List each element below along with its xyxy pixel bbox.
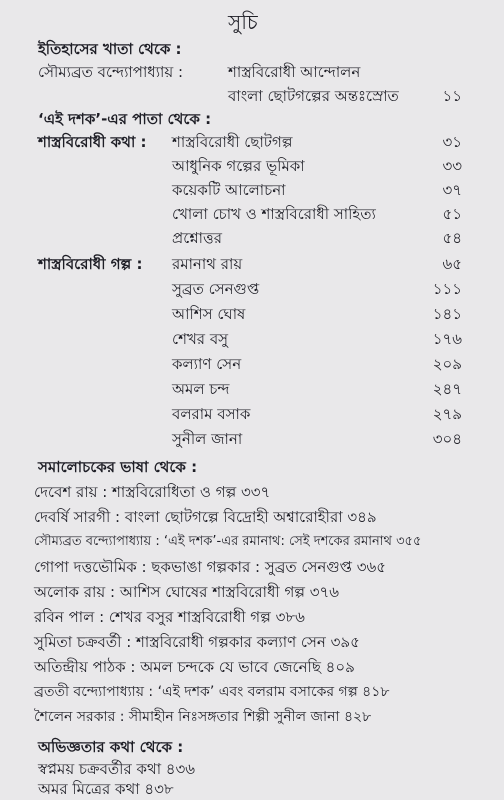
golpo-item: সুনীল জানা bbox=[172, 430, 243, 448]
itihas-line1: শাস্ত্রবিরোধী আন্দোলন bbox=[228, 63, 361, 81]
itihas-page: ১১ bbox=[442, 87, 462, 105]
golpo-item: রমানাথ রায় bbox=[172, 255, 243, 273]
critic-item: সৌম্যব্রত বন্দ্যোপাধ্যায় : ‘এই দশক’-এর রমানাথ: সেই দশকের রমানাথ ৩৫৫ bbox=[34, 534, 422, 549]
golpo-page: ৬৫ bbox=[442, 255, 462, 273]
golpo-page: ১৪১ bbox=[432, 305, 462, 323]
katha-page: ৩১ bbox=[442, 133, 462, 151]
golpo-label: শাস্ত্রবিরোধী গল্প : bbox=[38, 255, 143, 273]
katha-page: ৫১ bbox=[442, 205, 462, 223]
katha-item: শাস্ত্রবিরোধী ছোটগল্প bbox=[172, 133, 293, 151]
critic-item: দেবর্ষি সারগী : বাংলা ছোটগল্পে বিদ্রোহী অশ্বারোহীরা ৩৪৯ bbox=[34, 508, 377, 526]
golpo-page: ২০৯ bbox=[432, 355, 462, 373]
section-heading-abhignata: অভিজ্ঞতার কথা থেকে : bbox=[38, 738, 184, 756]
critic-item: সুমিতা চক্রবর্তী : শাস্ত্রবিরোধী গল্পকার কল্যাণ সেন ৩৯৫ bbox=[34, 633, 360, 651]
golpo-item: শেখর বসু bbox=[172, 330, 229, 348]
critic-item: রবিন পাল : শেখর বসুর শাস্ত্রবিরোধী গল্প ৩৮৬ bbox=[34, 608, 305, 626]
golpo-item: বলরাম বসাক bbox=[172, 405, 251, 423]
critic-item: শৈলেন সরকার : সীমাহীন নিঃসঙ্গতার শিল্পী সুনীল জানা ৪২৮ bbox=[34, 709, 372, 725]
critic-item: দেবেশ রায় : শাস্ত্রবিরোধিতা ও গল্প ৩৩৭ bbox=[34, 483, 271, 501]
katha-item: কয়েকটি আলোচনা bbox=[172, 181, 286, 199]
katha-label: শাস্ত্রবিরোধী কথা : bbox=[38, 133, 147, 151]
katha-page: ৫৪ bbox=[442, 229, 462, 247]
critic-item: অতিন্দ্রীয় পাঠক : অমল চন্দকে যে ভাবে জেনেছি ৪০৯ bbox=[34, 658, 355, 676]
katha-page: ৩৭ bbox=[442, 181, 462, 199]
golpo-page: ২৪৭ bbox=[432, 380, 462, 398]
golpo-item: সুব্রত সেনগুপ্ত bbox=[172, 280, 260, 298]
critic-item: গোপা দত্তভৌমিক : ছকভাঙা গল্পকার : সুব্রত সেনগুপ্ত ৩৬৫ bbox=[34, 558, 387, 576]
itihas-line2: বাংলা ছোটগল্পের অন্তঃস্রোত bbox=[228, 87, 399, 105]
golpo-page: ২৭৯ bbox=[432, 405, 462, 423]
golpo-item: কল্যাণ সেন bbox=[172, 355, 242, 373]
critic-item: ব্রততী বন্দ্যোপাধ্যায় : ‘এই দশক’ এবং বলরাম বসাকের গল্প ৪১৮ bbox=[34, 684, 390, 700]
golpo-page: ১১১ bbox=[432, 280, 462, 298]
experience-item: অমর মিত্রের কথা ৪৩৮ bbox=[38, 780, 174, 798]
section-heading-itihas: ইতিহাসের খাতা থেকে : bbox=[38, 40, 182, 58]
katha-page: ৩৩ bbox=[442, 157, 462, 175]
golpo-page: ৩০৪ bbox=[432, 430, 462, 448]
katha-item: খোলা চোখ ও শাস্ত্রবিরোধী সাহিত্য bbox=[172, 205, 376, 223]
section-heading-eidoshok: ‘এই দশক’-এর পাতা থেকে : bbox=[38, 110, 212, 128]
katha-item: প্রশ্নোত্তর bbox=[172, 229, 222, 247]
golpo-item: অমল চন্দ bbox=[172, 380, 230, 398]
golpo-page: ১৭৬ bbox=[432, 330, 462, 348]
section-heading-samalochak: সমালোচকের ভাষা থেকে : bbox=[38, 458, 198, 476]
itihas-author: সৌম্যব্রত বন্দ্যোপাধ্যায় : bbox=[38, 63, 184, 81]
katha-item: আধুনিক গল্পের ভূমিকা bbox=[172, 157, 305, 175]
golpo-item: আশিস ঘোষ bbox=[172, 305, 246, 323]
experience-item: স্বপ্নময় চক্রবর্তীর কথা ৪৩৬ bbox=[38, 760, 196, 778]
page-title: সুচি bbox=[228, 10, 258, 34]
critic-item: অলোক রায় : আশিস ঘোষের শাস্ত্রবিরোধী গল্প ৩৭৬ bbox=[34, 583, 340, 601]
